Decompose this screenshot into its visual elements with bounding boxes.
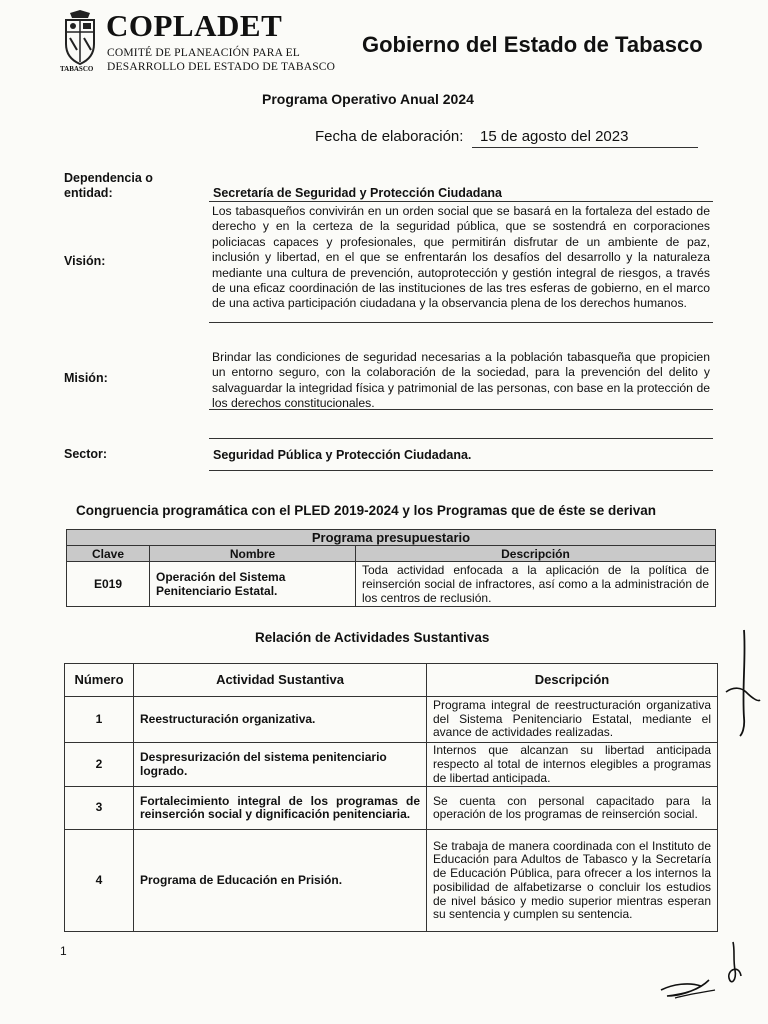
- government-title: Gobierno del Estado de Tabasco: [362, 32, 703, 57]
- dependencia-value: Secretaría de Seguridad y Protección Ciudadana: [213, 186, 502, 200]
- col-nombre: Nombre: [150, 546, 356, 562]
- row-actividad: Reestructuración organizativa.: [134, 697, 427, 743]
- table-row: [65, 743, 718, 787]
- programa-descripcion: Toda actividad enfocada a la aplicación de la política de reinserción social de infractores, así como a la administración de los centros de reclusión.: [356, 562, 716, 607]
- vision-underline: [209, 322, 713, 323]
- dependencia-label: Dependencia o entidad:: [64, 171, 153, 200]
- col-actividad: Actividad Sustantiva: [134, 664, 427, 697]
- row-descripcion: Programa integral de reestructuración organizativa del Sistema Penitenciario Estatal, mediante el avance de actividades realizadas.: [427, 697, 718, 743]
- row-actividad: Programa de Educación en Prisión.: [134, 830, 427, 932]
- page-number: 1: [60, 944, 67, 958]
- congruencia-title: Congruencia programática con el PLED 2019-2024 y los Programas que de éste se derivan: [76, 503, 656, 518]
- row-numero: 1: [65, 697, 134, 743]
- date-label: Fecha de elaboración:: [315, 128, 464, 145]
- signature-mark-2: [655, 940, 755, 1004]
- col-descripcion: Descripción: [356, 546, 716, 562]
- vision-label: Visión:: [64, 254, 106, 268]
- org-subtitle: [107, 46, 335, 74]
- col-numero: Número: [65, 664, 134, 697]
- row-numero: 3: [65, 787, 134, 830]
- row-actividad: Despresurización del sistema penitenciario logrado.: [134, 743, 427, 787]
- program-title: Programa Operativo Anual 2024: [262, 91, 474, 107]
- seal-caption: TABASCO: [60, 65, 94, 73]
- sector-underline: [209, 470, 713, 471]
- mision-underline: [209, 409, 713, 410]
- tabasco-seal: [62, 10, 98, 72]
- programa-caption: Programa presupuestario: [67, 530, 716, 546]
- row-numero: 4: [65, 830, 134, 932]
- row-descripcion: Se cuenta con personal capacitado para la operación de los programas de reinserción social.: [427, 787, 718, 830]
- programa-table: [66, 529, 716, 607]
- mision-text: Brindar las condiciones de seguridad necesarias a la población tabasqueña que propicien un entorno seguro, con la colaboración de la sociedad, para la prevención del delito y salvaguardar la integridad física y patrimonial de las personas, con base en la protección de los derechos constitucionales.: [212, 350, 710, 411]
- dependencia-underline: [209, 201, 713, 202]
- actividades-table: [64, 663, 718, 932]
- row-descripcion: Se trabaja de manera coordinada con el Instituto de Educación para Adultos de Tabasco y la Secretaría de Educación Pública, para ofrecer a los internos la posibilidad de alfabetizarse o concluir los estudios de nivel básico y medio superior mientras esperan su sentencia y cumplen su sentencia.: [427, 830, 718, 932]
- mision-label: Misión:: [64, 371, 108, 385]
- table-row: [65, 830, 718, 932]
- signature-mark-1: [722, 628, 762, 738]
- org-name: COPLADET: [106, 8, 283, 43]
- row-numero: 2: [65, 743, 134, 787]
- seal-icon: [62, 10, 98, 72]
- col-act-descripcion: Descripción: [427, 664, 718, 697]
- blank-rule: [209, 438, 713, 439]
- date-value: 15 de agosto del 2023: [480, 128, 629, 145]
- sector-label: Sector:: [64, 447, 108, 461]
- programa-clave: E019: [67, 562, 150, 607]
- vision-text: Los tabasqueños convivirán en un orden social que se basará en la fortaleza del estado de derecho y en la certeza de la seguridad pública, que se sostendrá en corporaciones policiacas capaces y profesionales, que permitirán disfrutar de un ambiente de paz, inclusión y libertad, en el que se enfrentarán los desafíos del desarrollo y la naturaleza mediante una cultura de prevención, autoprotección y gestión integral de riesgos, a través de una eficaz coordinación de las instituciones de las tres esferas de gobierno, en el marco de una activa participación ciudadana y la observancia plena de los derechos humanos.: [212, 204, 710, 311]
- date-underline: [472, 147, 698, 148]
- col-clave: Clave: [67, 546, 150, 562]
- table-row: [65, 787, 718, 830]
- row-descripcion: Internos que alcanzan su libertad anticipada respecto al total de internos elegibles a programas de libertad anticipada.: [427, 743, 718, 787]
- table-row: [65, 697, 718, 743]
- row-actividad: Fortalecimiento integral de los programas de reinserción social y dignificación penitenciaria.: [134, 787, 427, 830]
- org-line-2: DESARROLLO DEL ESTADO DE TABASCO: [107, 61, 336, 73]
- org-line-1: COMITÉ DE PLANEACIÓN PARA EL: [107, 47, 301, 59]
- relacion-title: Relación de Actividades Sustantivas: [255, 630, 490, 645]
- programa-nombre: Operación del Sistema Penitenciario Estatal.: [150, 562, 356, 607]
- sector-value: Seguridad Pública y Protección Ciudadana.: [213, 448, 472, 462]
